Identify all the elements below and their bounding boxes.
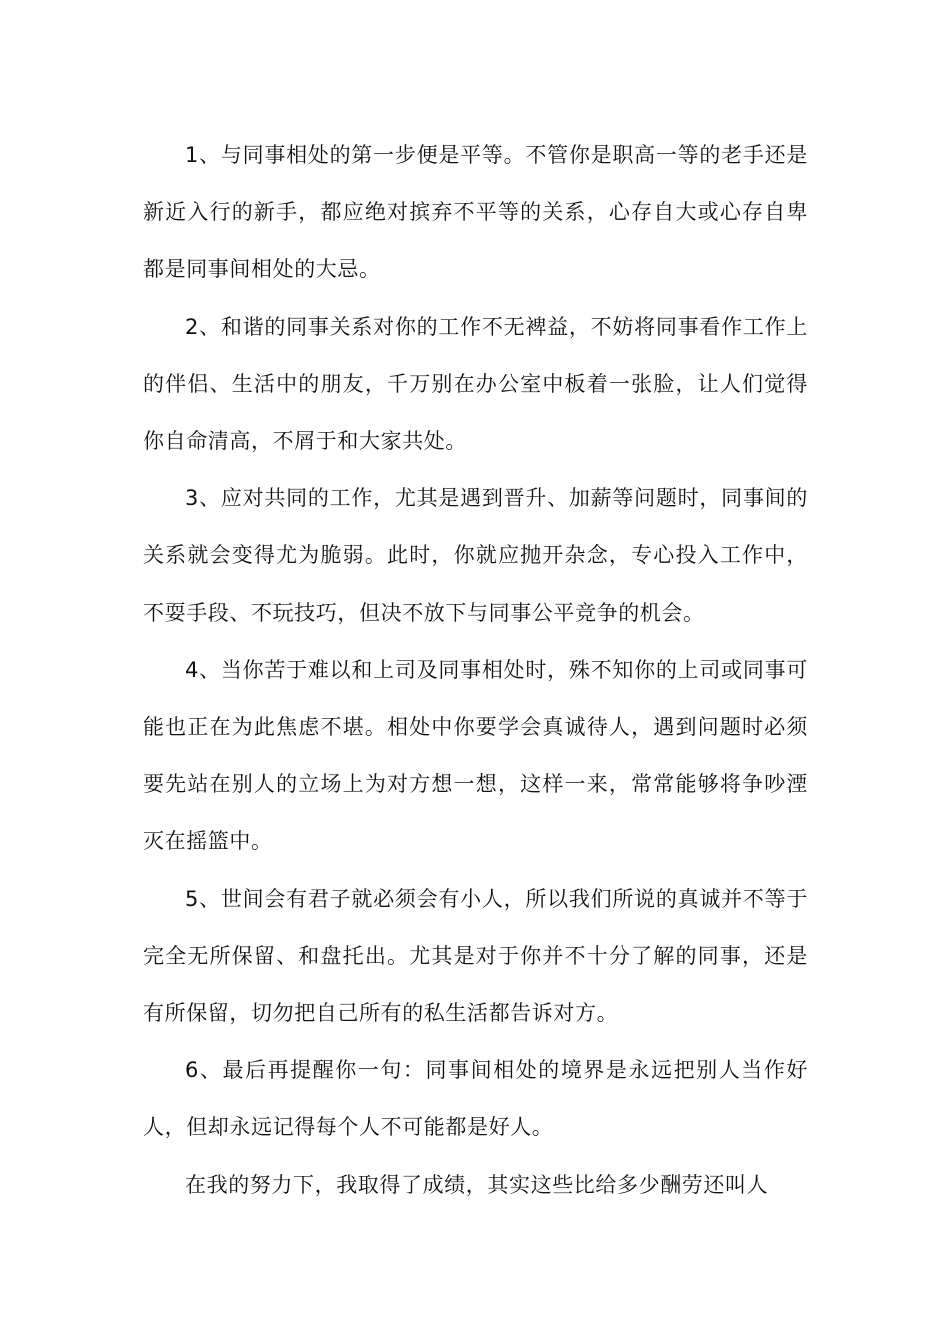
paragraph-5: 5、世间会有君子就必须会有小人，所以我们所说的真诚并不等于完全无所保留、和盘托出。尤其是对于你并不十分了解的同事，还是有所保留，切勿把自己所有的私生活都告诉对方。: [143, 886, 808, 1026]
paragraph-1: 1、与同事相处的第一步便是平等。不管你是职高一等的老手还是新近入行的新手，都应绝对摈弃不平等的关系，心存自大或心存自卑都是同事间相处的大忌。: [143, 143, 808, 282]
paragraph-7: 在我的努力下，我取得了成绩，其实这些比给多少酬劳还叫人: [185, 1172, 769, 1197]
paragraph-4: 4、当你苦于难以和上司及同事相处时，殊不知你的上司或同事可能也正在为此焦虑不堪。相处中你要学会真诚待人，遇到问题时必须要先站在别人的立场上为对方想一想，这样一来，常常能够将争吵湮灭在摇篮中。: [143, 657, 808, 854]
paragraph-3: 3、应对共同的工作，尤其是遇到晋升、加薪等问题时，同事间的关系就会变得尤为脆弱。此时，你就应抛开杂念，专心投入工作中，不耍手段、不玩技巧，但决不放下与同事公平竞争的机会。: [143, 486, 808, 625]
document-body: [143, 127, 808, 1214]
paragraph-6: 6、最后再提醒你一句：同事间相处的境界是永远把别人当作好人，但却永远记得每个人不可能都是好人。: [143, 1058, 808, 1140]
paragraph-2: 2、和谐的同事关系对你的工作不无裨益，不妨将同事看作工作上的伴侣、生活中的朋友，千万别在办公室中板着一张脸，让人们觉得你自命清高，不屑于和大家共处。: [143, 314, 808, 454]
